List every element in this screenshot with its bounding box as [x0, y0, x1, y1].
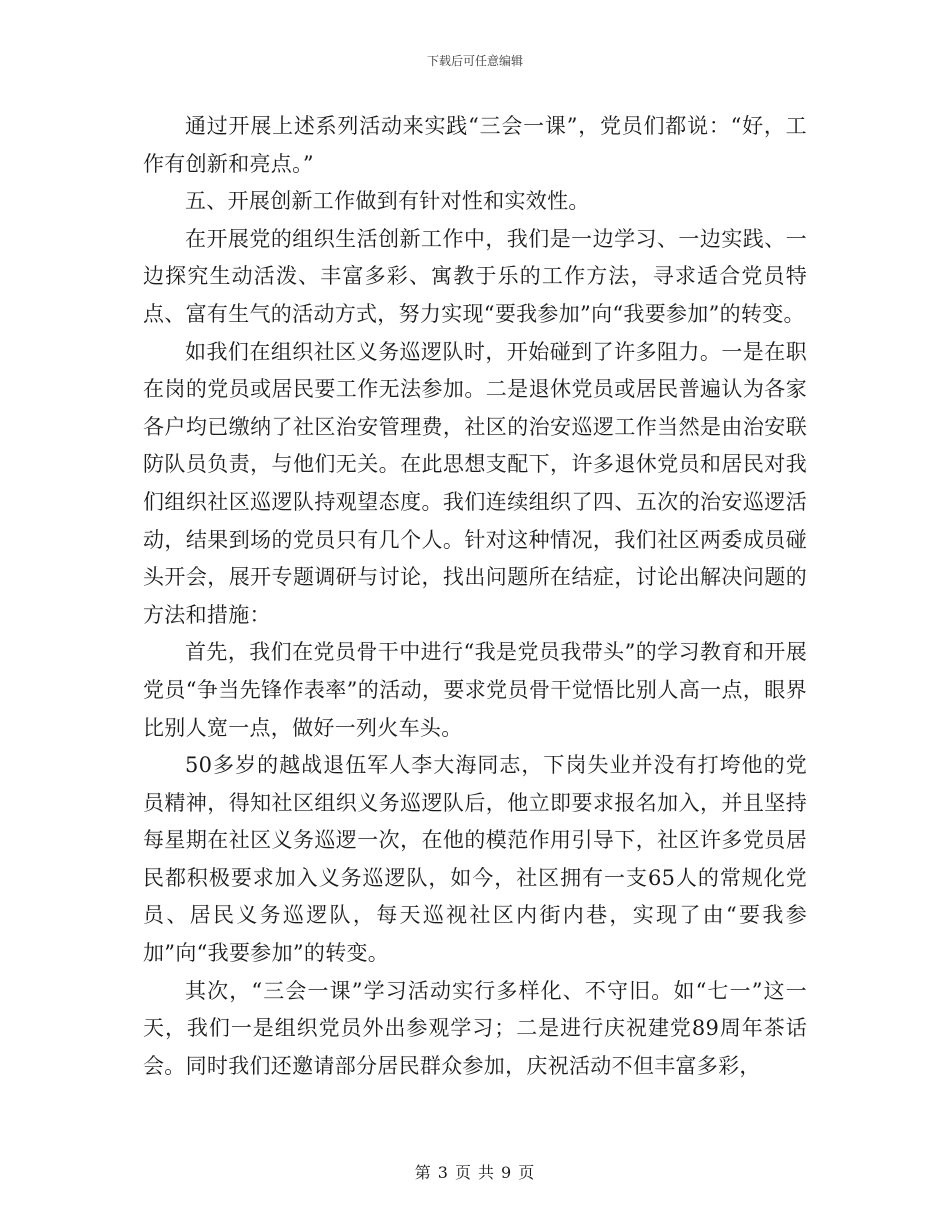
paragraph-3: 如我们在组织社区义务巡逻队时，开始碰到了许多阻力。一是在职在岗的党员或居民要工作无法参加。二是退休党员或居民普遍认为各家各户均已缴纳了社区治安管理费，社区的治安巡逻工作当然是由治安联防队员负责，与他们无关。在此思想支配下，许多退休党员和居民对我们组织社区巡逻队持观望态度。我们连续组织了四、五次的治安巡逻活动，结果到场的党员只有几个人。针对这种情况，我们社区两委成员碰头开会，展开专题调研与讨论，找出问题所在结症，讨论出解决问题的方法和措施： [143, 339, 807, 627]
footer-total-word: 共 [478, 1163, 496, 1182]
document-body [143, 108, 807, 1085]
page-number-footer [0, 1160, 950, 1183]
current-page-number: 3 [437, 1163, 449, 1182]
footer-suffix: 页 [518, 1163, 536, 1182]
section-heading-5: 五、开展创新工作做到有针对性和实效性。 [185, 189, 590, 214]
total-pages-number: 9 [501, 1163, 513, 1182]
paragraph-5: 50多岁的越战退伍军人李大海同志，下岗失业并没有打垮他的党员精神，得知社区组织义务巡逻队后，他立即要求报名加入，并且坚持每星期在社区义务巡逻一次，在他的模范作用引导下，社区许多党员居民都积极要求加入义务巡逻队，如今，社区拥有一支65人的常规化党员、居民义务巡逻队，每天巡视社区内街内巷，实现了由“要我参加”向“我要参加”的转变。 [143, 753, 807, 966]
paragraph-2: 在开展党的组织生活创新工作中，我们是一边学习、一边实践、一边探究生动活泼、丰富多彩、寓教于乐的工作方法，寻求适合党员特点、富有生气的活动方式，努力实现“要我参加”向“我要参加”的转变。 [143, 226, 807, 326]
page-header-note: 下载后可任意编辑 [426, 54, 523, 68]
paragraph-4: 首先，我们在党员骨干中进行“我是党员我带头”的学习教育和开展党员“争当先锋作表率”的活动，要求党员骨干觉悟比别人高一点，眼界比别人宽一点，做好一列火车头。 [143, 640, 807, 740]
paragraph-6: 其次，“三会一课”学习活动实行多样化、不守旧。如“七一”这一天，我们一是组织党员外出参观学习；二是进行庆祝建党89周年茶话会。同时我们还邀请部分居民群众参加，庆祝活动不但丰富多彩， [143, 978, 807, 1078]
paragraph-1: 通过开展上述系列活动来实践“三会一课”，党员们都说：“好，工作有创新和亮点。” [143, 114, 807, 176]
footer-prefix: 第 [414, 1163, 432, 1182]
footer-page-word: 页 [454, 1163, 472, 1182]
